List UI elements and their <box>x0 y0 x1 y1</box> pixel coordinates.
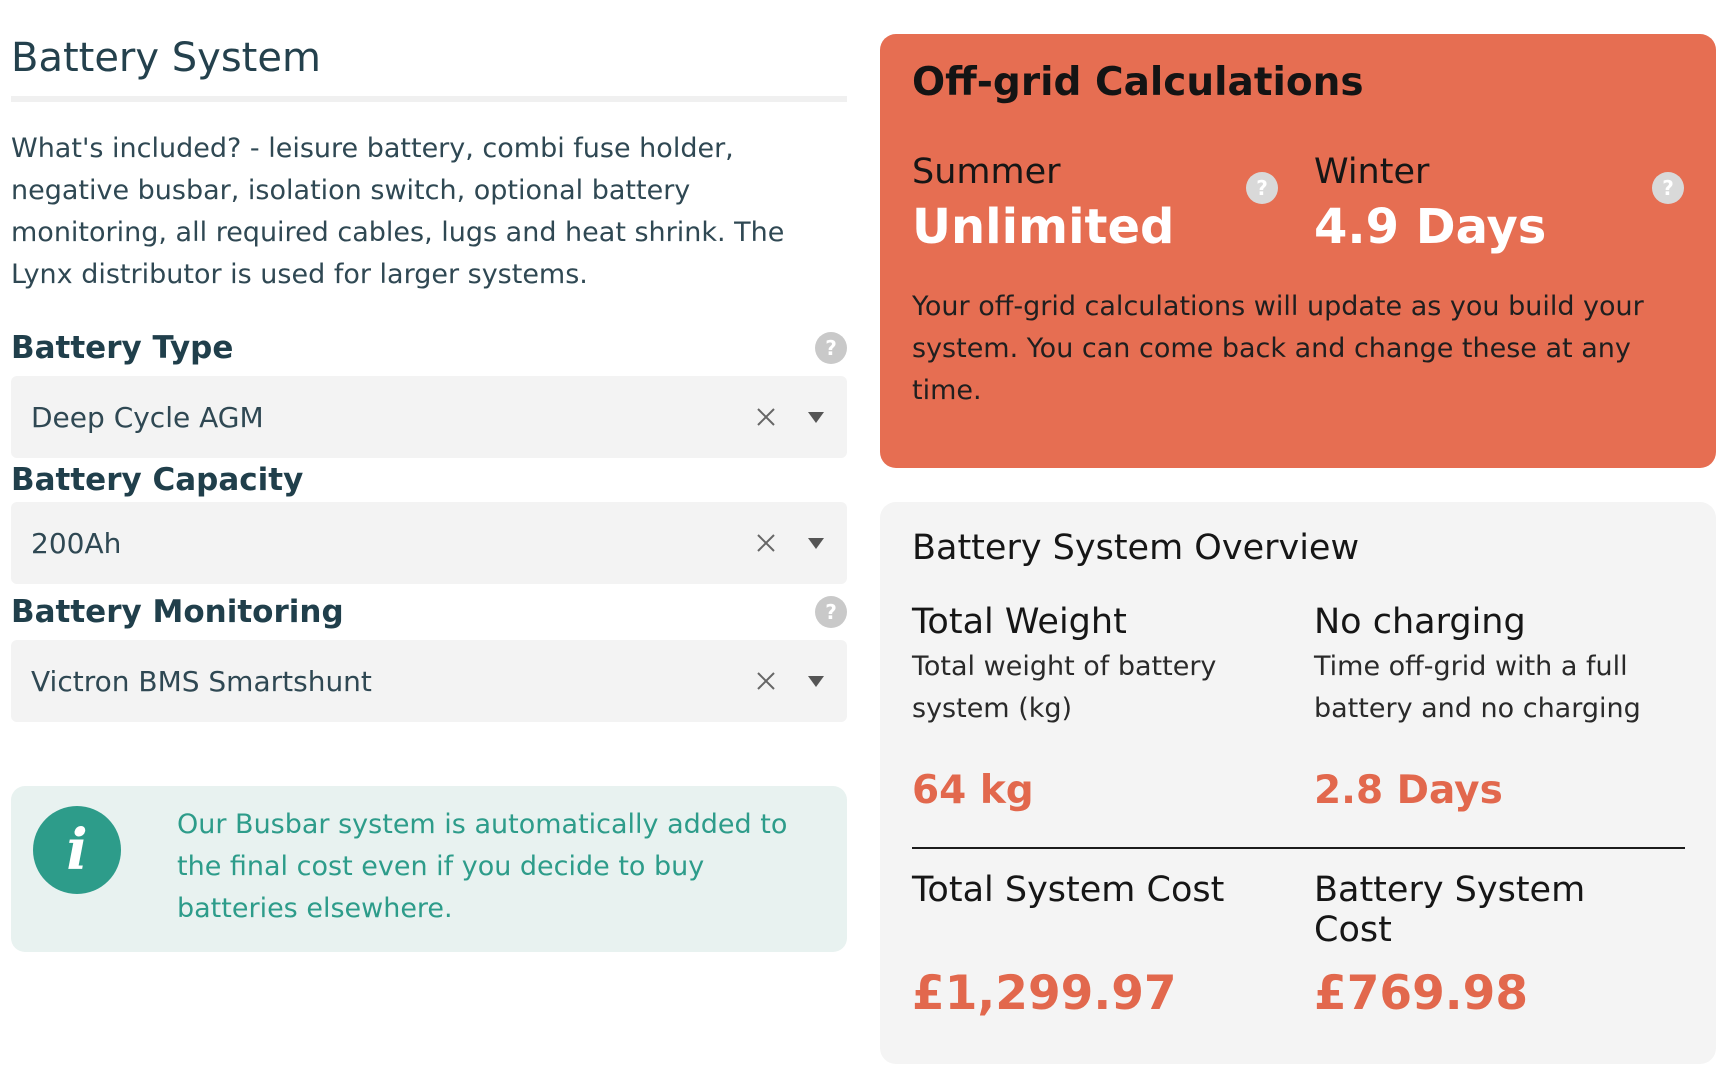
total-weight-value: 64 kg <box>912 768 1034 813</box>
battery-monitoring-field <box>11 584 847 722</box>
battery-cost-metric <box>1314 870 1614 950</box>
winter-value: 4.9 Days <box>1314 199 1547 255</box>
total-cost-label: Total System Cost <box>912 870 1225 910</box>
overview-divider <box>912 847 1685 849</box>
no-charging-metric <box>1314 602 1684 730</box>
battery-cost-value: £769.98 <box>1314 966 1529 1021</box>
clear-icon[interactable] <box>753 668 779 694</box>
overview-title: Battery System Overview <box>912 528 1360 568</box>
battery-type-select[interactable] <box>11 376 847 458</box>
summer-stat <box>912 150 1284 258</box>
intro-text: What's included? - leisure battery, combi fuse holder, negative busbar, isolation switch, optional battery monitoring, all required cables, lugs and heat shrink. The Lynx distributor is used for larger systems. <box>11 133 785 290</box>
help-icon[interactable]: ? <box>1652 172 1684 204</box>
battery-monitoring-value: Victron BMS Smartshunt <box>31 664 372 698</box>
winter-label: Winter <box>1314 152 1430 192</box>
battery-cost-label: Battery System Cost <box>1314 870 1586 950</box>
help-icon[interactable]: ? <box>815 332 847 364</box>
total-weight-description: Total weight of battery system (kg) <box>912 651 1217 724</box>
battery-capacity-field <box>11 458 847 584</box>
battery-capacity-value: 200Ah <box>31 526 122 560</box>
busbar-info-box <box>11 786 847 952</box>
field-label-row <box>11 458 847 502</box>
battery-monitoring-label: Battery Monitoring <box>11 594 344 630</box>
help-icon[interactable]: ? <box>815 596 847 628</box>
battery-type-field <box>11 320 847 458</box>
battery-overview-card <box>880 502 1716 1064</box>
battery-type-label: Battery Type <box>11 330 234 366</box>
offgrid-note: Your off-grid calculations will update as you build your system. You can come back and change these at any time. <box>912 291 1644 406</box>
summer-value: Unlimited <box>912 199 1175 255</box>
no-charging-description: Time off-grid with a full battery and no charging <box>1314 651 1641 724</box>
clear-icon[interactable] <box>753 530 779 556</box>
info-icon: i <box>33 806 121 894</box>
clear-icon[interactable] <box>753 404 779 430</box>
total-weight-metric <box>912 602 1282 730</box>
offgrid-calculations-card <box>880 34 1716 468</box>
busbar-info-text: Our Busbar system is automatically added to the final cost even if you decide to buy batteries elsewhere. <box>177 809 788 924</box>
chevron-down-icon[interactable] <box>807 674 825 688</box>
no-charging-label: No charging <box>1314 602 1526 642</box>
help-icon[interactable]: ? <box>1246 172 1278 204</box>
battery-capacity-label: Battery Capacity <box>11 462 304 498</box>
title-divider <box>11 96 847 102</box>
battery-monitoring-select[interactable] <box>11 640 847 722</box>
battery-type-value: Deep Cycle AGM <box>31 400 264 434</box>
section-title: Battery System <box>11 35 321 81</box>
winter-stat <box>1314 150 1686 258</box>
no-charging-value: 2.8 Days <box>1314 768 1503 813</box>
battery-capacity-select[interactable] <box>11 502 847 584</box>
summer-label: Summer <box>912 152 1061 192</box>
chevron-down-icon[interactable] <box>807 536 825 550</box>
chevron-down-icon[interactable] <box>807 410 825 424</box>
field-label-row <box>11 584 847 640</box>
offgrid-title: Off-grid Calculations <box>912 60 1364 105</box>
battery-system-panel <box>11 0 847 924</box>
total-cost-value: £1,299.97 <box>912 966 1177 1021</box>
total-cost-metric <box>912 870 1282 910</box>
field-label-row <box>11 320 847 376</box>
total-weight-label: Total Weight <box>912 602 1127 642</box>
